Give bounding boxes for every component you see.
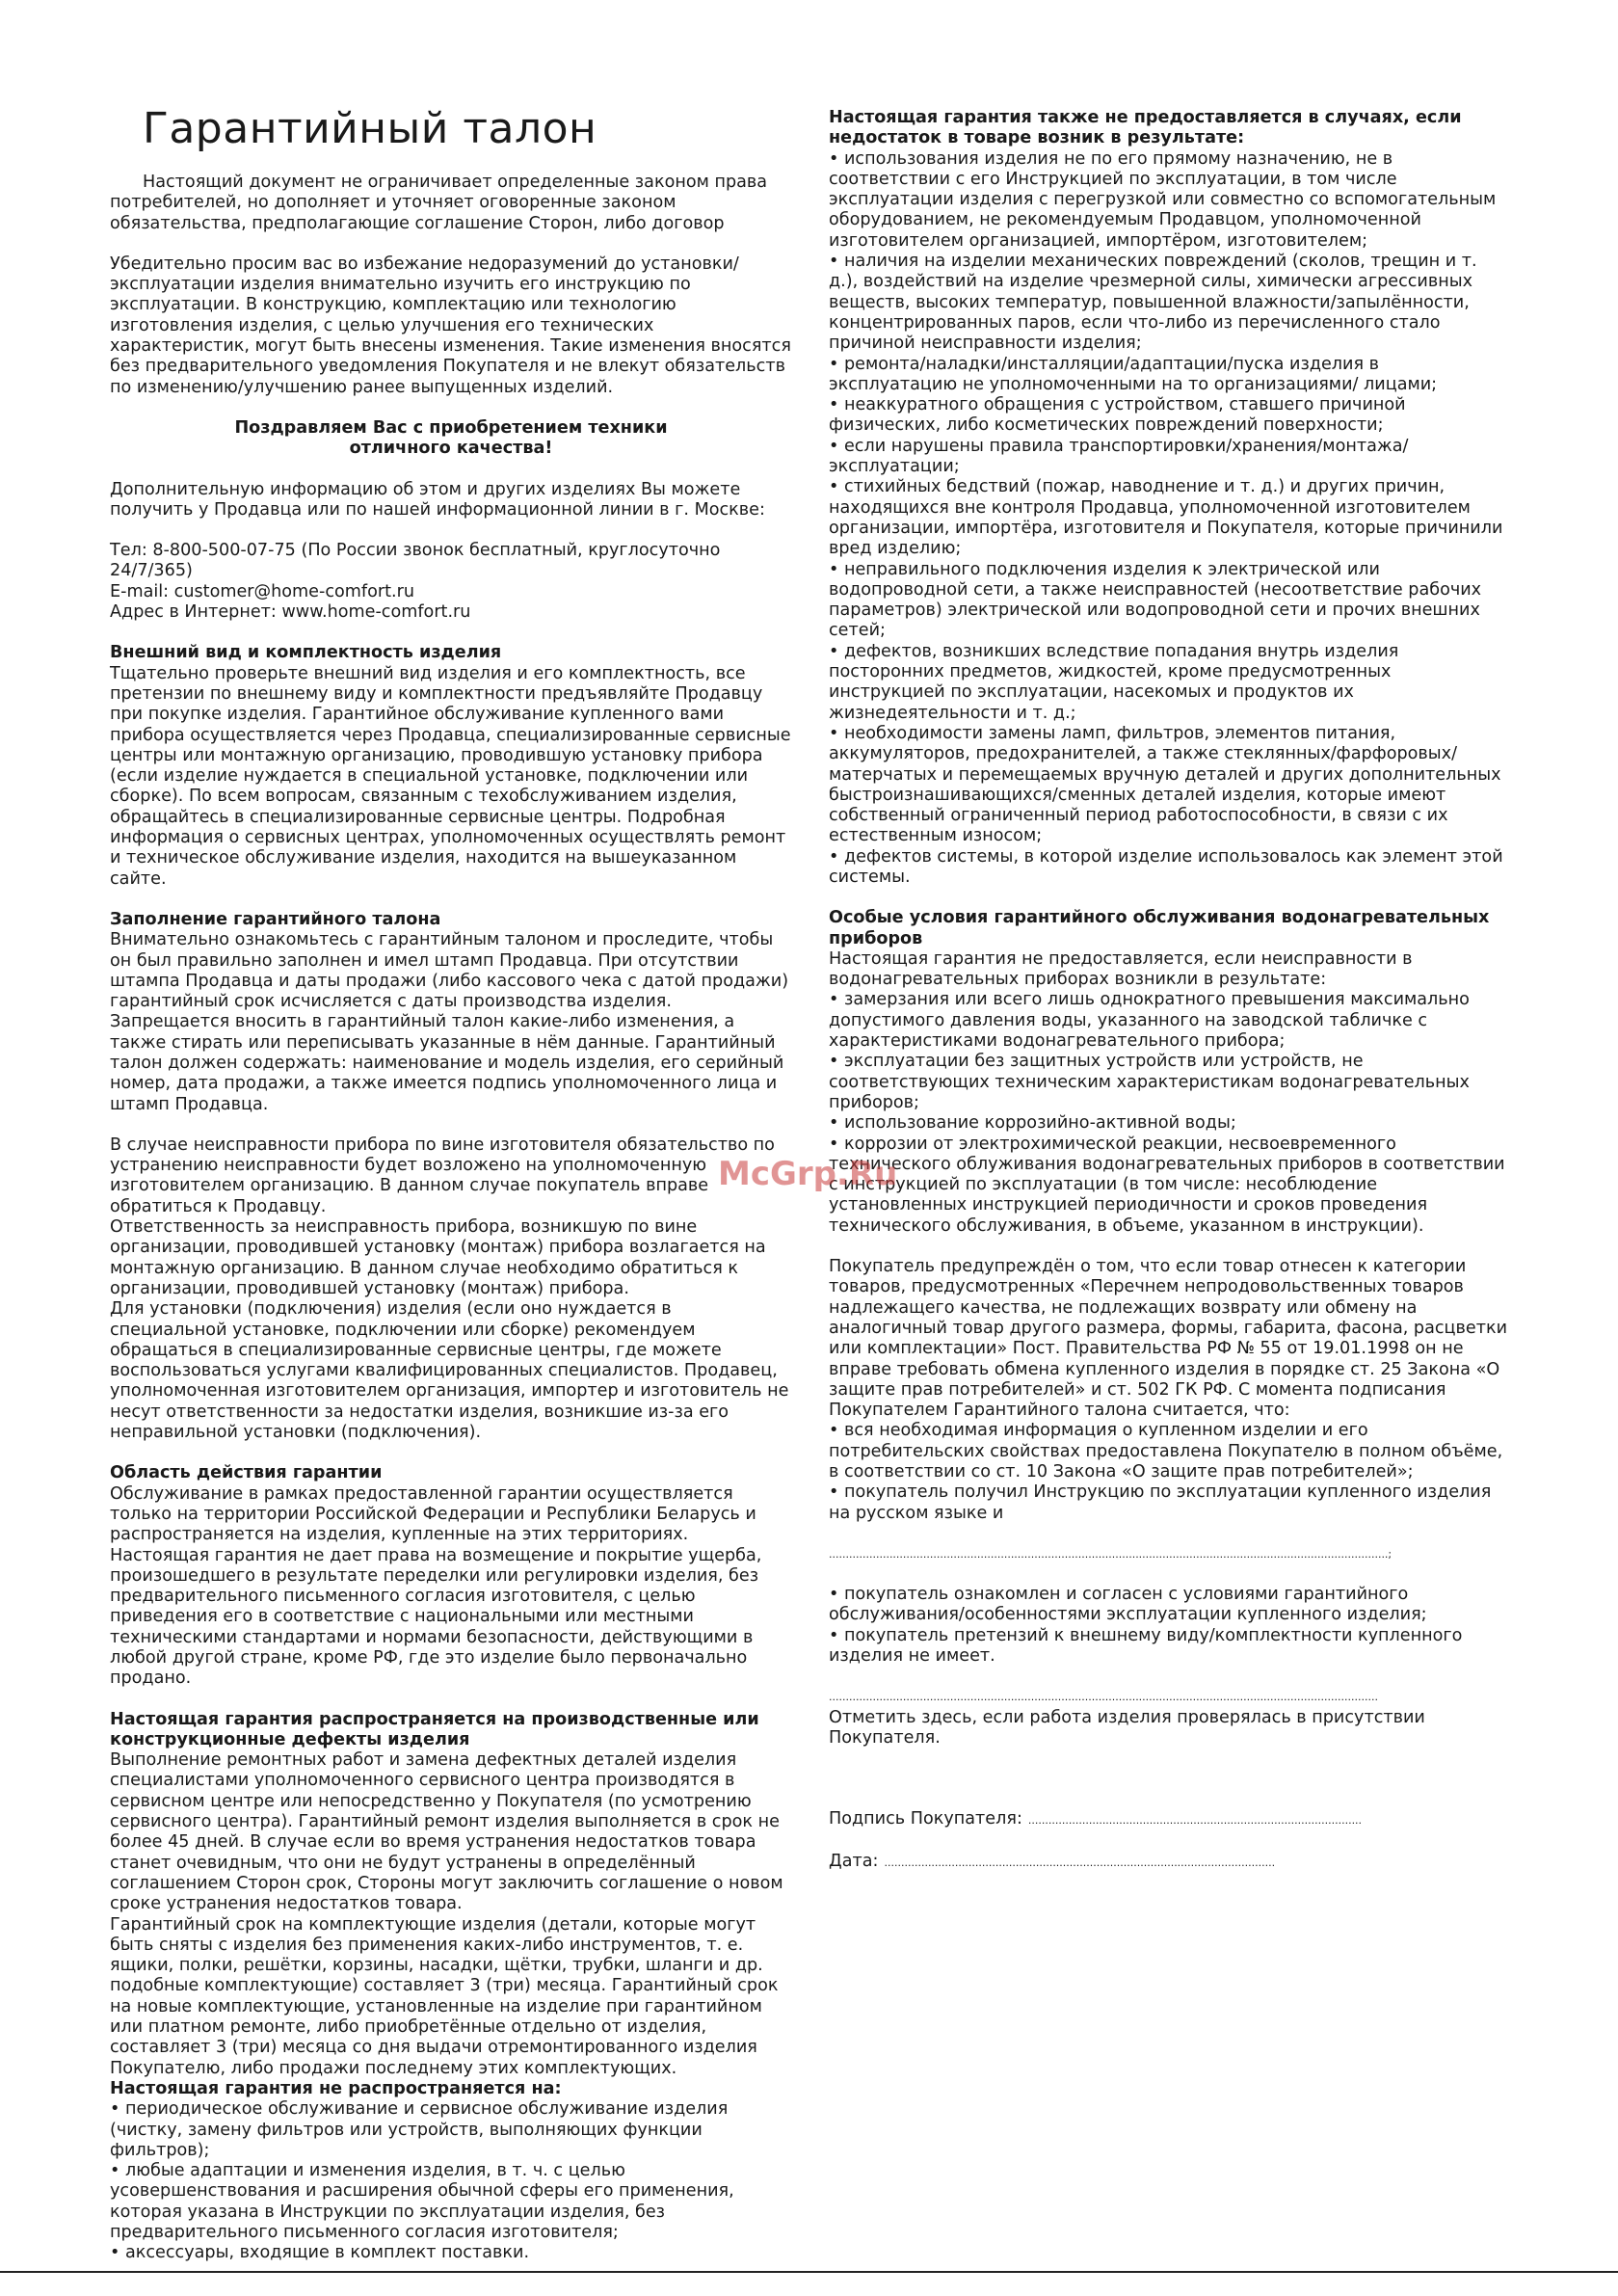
exclusion-item: • периодическое обслуживание и сервисное обслуживание изделия (чистку, замену фильтров или устройств, выполняющих функции фильтров); (110, 2099, 729, 2160)
water-heater-item: • замерзания или всего лишь однократного превышения максимально допустимого давления воды, указанного на заводской табличке с характеристиками водонагревательного прибора; (829, 990, 1470, 1052)
buyer-confirm-item: • покупатель претензий к внешнему виду/комплектности купленного изделия не имеет. (829, 1625, 1463, 1667)
left-column (110, 104, 792, 2264)
section-scope-heading: Область действия гарантии (110, 1463, 383, 1483)
buyer-warning-paragraph: Покупатель предупреждён о том, что если товар отнесен к категории товаров, предусмотренных «Перечнем непродовольственных товаров надлежащего качества, не подлежащих возврату или обмену на аналогичный товар другого размера, формы, габарита, фасона, расцветки или комплектации» Пост. Правительства РФ № 55 от 19.01.1998 он не вправе требовать обмена купленного изделия в порядке ст. 25 Закона «О защите прав потребителей» и ст. 502 ГК РФ. С момента подписания Покупателем Гарантийного талона считается, что: (829, 1257, 1508, 1421)
date-label: Дата: (829, 1851, 879, 1871)
water-heater-item: • использование коррозийно-активной воды; (829, 1113, 1236, 1134)
signature-field[interactable]: ................................................................................................... (1027, 1814, 1363, 1828)
date-field[interactable]: .................................................................................................................... (884, 1855, 1276, 1869)
section-defects-text-2: Гарантийный срок на комплектующие изделия (детали, которые могут быть сняты с изделия без применения каких-либо инструментов, т. е. ящики, полки, решётки, корзины, насадки, щётки, трубки, шланги и др. подобные комплектующие) составляет 3 (три) месяца. Гарантийный срок на новые комплектующие, установленные на изделие при гарантийном или платном ремонте, либо приобретённые отдельно от изделия, составляет 3 (три) месяца со дня выдачи отремонтированного изделия Покупателю, либо продажи последнему этих комплектующих. (110, 1914, 779, 2078)
not-covered-item: • дефектов системы, в которой изделие использовалось как элемент этой системы. (829, 846, 1503, 887)
instructions-paragraph: Убедительно просим вас во избежание недоразумений до установки/эксплуатации изделия внимательно изучить его инструкцию по эксплуатации. В конструкцию, комплектацию или технологию изготовления изделия, с целью улучшения его технических характеристик, могут быть внесены изменения. Такие изменения вносятся без предварительного уведомления Покупателя и не влекут обязательств по изменению/улучшению ранее выпущенных изделий. (110, 254, 791, 397)
section-water-heaters-intro: Настоящая гарантия не предоставляется, если неисправности в водонагревательных приборах возникли в результате: (829, 948, 1413, 990)
section-exclusions-heading: Настоящая гарантия не распространяется на: (110, 2078, 562, 2098)
section-water-heaters-heading: Особые условия гарантийного обслуживания водонагревательных приборов (829, 908, 1490, 948)
section-defects-heading: Настоящая гарантия распространяется на производственные или конструкционные дефекты изделия (110, 1709, 759, 1749)
section-filling-heading: Заполнение гарантийного талона (110, 909, 441, 929)
right-column (829, 108, 1511, 1873)
congrats-line-1: Поздравляем Вас с приобретением техники (234, 417, 668, 438)
website-line: Адрес в Интернет: www.home-comfort.ru (110, 602, 471, 623)
buyer-confirm-item: • покупатель получил Инструкцию по эксплуатации купленного изделия на русском языке и (829, 1482, 1492, 1523)
exclusion-item: • аксессуары, входящие в комплект поставки. (110, 2243, 530, 2263)
section-scope-text-2: Настоящая гарантия не дает права на возмещение и покрытие ущерба, произошедшего в результате переделки или регулировки изделия, без предварительного письменного согласия изготовителя, с целью приведения его в соответствие с национальными или местными техническими стандартами и нормами безопасности, действующими в любой другой стране, кроме РФ, где это изделие было первоначально продано. (110, 1545, 762, 1689)
not-covered-item: • неправильного подключения изделия к электрической или водопроводной сети, а также неисправностей (несоответствие рабочих параметров) электрической или водопроводной сети и прочих внешних сетей; (829, 559, 1482, 641)
language-fill-line[interactable]: ......................................................................................................................................................................; (829, 1547, 1393, 1561)
not-covered-item: • ремонта/наладки/инсталляции/адаптации/пуска изделия в эксплуатацию не уполномоченными на то организациями/ лицами; (829, 354, 1438, 394)
not-covered-item: • наличия на изделии механических повреждений (сколов, трещин и т. д.), воздействий на изделие чрезмерной силы, химически агрессивных веществ, высоких температур, повышенной влажности/запылённости, концентрированных паров, если что-либо из перечисленного стало причиной неисправности изделия; (829, 252, 1477, 354)
section-filling-text-3: Ответственность за неисправность прибора, возникшую по вине организации, проводившей установку (монтаж) прибора возлагается на монтажную организацию. В данном случае необходимо обратиться к организации, проводившей установку (монтаж) прибора. (110, 1217, 766, 1298)
section-filling-text: Внимательно ознакомьтесь с гарантийным талоном и проследите, чтобы он был правильно заполнен и имел штамп Продавца. При отсутствии штампа Продавца и даты продажи (либо кассового чека с датой продажи) гарантийный срок исчисляется с даты производства изделия. Запрещается вносить в гарантийный талон какие-либо изменения, а также стирать или переписывать указанные в нём данные. Гарантийный талон должен содержать: наименование и модель изделия, его серийный номер, дата продажи, а также имеется подпись уполномоченного лица и штамп Продавца. (110, 930, 789, 1114)
buyer-confirm-item: • покупатель ознакомлен и согласен с условиями гарантийного обслуживания/особенностями эксплуатации купленного изделия; (829, 1585, 1427, 1625)
page-title: Гарантийный талон (143, 104, 597, 153)
section-filling-text-2: В случае неисправности прибора по вине изготовителя обязательство по устранению неисправности будет возложено на уполномоченную изготовителем организацию. В данном случае покупатель вправе обратиться к Продавцу. (110, 1135, 775, 1216)
section-defects-text: Выполнение ремонтных работ и замена дефектных деталей изделия специалистами уполномоченного сервисного центра производятся в сервисном центре или непосредственно у Покупателя (по усмотрению сервисного центра). Гарантийный ремонт изделия выполняется в срок не более 45 дней. В случае если во время устранения недостатков товара станет очевидным, что они не будут устранены в определённый соглашением Сторон срок, Стороны могут заключить соглашение о новом сроке устранения недостатков товара. (110, 1750, 783, 1914)
signature-row (829, 1809, 1511, 1830)
water-heater-item: • эксплуатации без защитных устройств или устройств, не соответствующих техническим характеристикам водонагревательных приборов; (829, 1052, 1470, 1112)
watermark-logo: McGrp.Ru (718, 1155, 898, 1193)
congrats-line-2: отличного качества! (349, 439, 553, 459)
not-covered-item: • если нарушены правила транспортировки/хранения/монтажа/эксплуатации; (829, 436, 1409, 477)
not-covered-item: • дефектов, возникших вследствие попадания внутрь изделия посторонних предметов, жидкостей, кроме предусмотренных инструкцией по эксплуатации, насекомых и продуктов их жизнедеятельности и т. д.; (829, 641, 1399, 723)
section-filling-text-4: Для установки (подключения) изделия (если оно нуждается в специальной установке, подключении или сборке) рекомендуем обращаться в специализированные сервисные центры, где можете воспользоваться услугами квалифицированных специалистов. Продавец, уполномоченная изготовителем организация, импортер и изготовитель не несут ответственности за недостатки изделия, возникшие из-за его неправильной установки (подключения). (110, 1299, 789, 1443)
section-not-covered-heading: Настоящая гарантия также не предоставляется в случаях, если недостаток в товаре возник в результате: (829, 108, 1462, 148)
water-heater-item: • коррозии от электрохимической реакции, несвоевременного технического облуживания водонагревательных приборов в соответствии с инструкцией по эксплуатации (в том числе: несоблюдение установленных инструкцией периодичности и сроков проведения технического обслуживания, в объеме, указанном в инструкции). (829, 1134, 1505, 1236)
phone-line: Тел: 8-800-500-07-75 (По России звонок бесплатный, круглосуточно 24/7/365) (110, 541, 721, 581)
not-covered-item: • неаккуратного обращения с устройством, ставшего причиной физических, либо косметических повреждений поверхности; (829, 395, 1406, 436)
exclusion-item: • любые адаптации и изменения изделия, в т. ч. с целью усовершенствования и расширения обычной сферы его применения, которая указана в Инструкции по эксплуатации изделия, без предварительного письменного согласия изготовителя; (110, 2161, 734, 2243)
section-appearance-text: Тщательно проверьте внешний вид изделия и его комплектность, все претензии по внешнему виду и комплектности предъявляйте Продавцу при покупке изделия. Гарантийное обслуживание купленного вами прибора осуществляется через Продавца, специализированные сервисные центры или монтажную организацию, проводившую установку прибора (если изделие нуждается в специальной установке, подключении или сборке). По всем вопросам, связанным с техобслуживанием изделия, обращайтесь в специализированные сервисные центры. Подробная информация о сервисных центрах, уполномоченных осуществлять ремонт и техническое обслуживание изделия, находится на вышеуказанном сайте. (110, 663, 791, 889)
date-row (829, 1852, 1511, 1873)
not-covered-item: • использования изделия не по его прямому назначению, не в соответствии с его Инструкцией по эксплуатации, в том числе эксплуатации изделия с перегрузкой или совместно со вспомогательным оборудованием, не рекомендуемым Продавцом, уполномоченной изготовителем организацией, импортёром, изготовителем; (829, 148, 1497, 251)
check-mark-caption: Отметить здесь, если работа изделия проверялась в присутствии Покупателя. (829, 1707, 1425, 1748)
info-paragraph: Дополнительную информацию об этом и других изделиях Вы можете получить у Продавца или по нашей информационной линии в г. Москве: (110, 479, 765, 520)
section-appearance-heading: Внешний вид и комплектность изделия (110, 643, 502, 663)
not-covered-item: • необходимости замены ламп, фильтров, элементов питания, аккумуляторов, предохранителей, а также стеклянных/фарфоровых/матерчатых и перемещаемых вручную деталей и других дополнительных быстроизнашивающихся/сменных деталей изделия, которые имеют собственный ограниченный период работоспособности, в связи с их естественным износом; (829, 723, 1501, 846)
email-line: E-mail: customer@home-comfort.ru (110, 581, 414, 601)
section-scope-text: Обслуживание в рамках предоставленной гарантии осуществляется только на территории Российской Федерации и Республики Беларусь и распространяется на изделия, купленные на этих территориях. (110, 1483, 756, 1545)
bottom-divider (0, 2271, 1618, 2273)
signature-label: Подпись Покупателя: (829, 1809, 1022, 1829)
intro-paragraph: Настоящий документ не ограничивает определенные законом права потребителей, но дополняет и уточняет оговоренные законом обязательства, предполагающие соглашение Сторон, либо договор (110, 173, 768, 233)
not-covered-item: • стихийных бедствий (пожар, наводнение и т. д.) и других причин, находящихся вне контроля Продавца, уполномоченной изготовителем организации, импортёра, изготовителя и Покупателя, которые причинили вред изделию; (829, 477, 1503, 559)
buyer-confirm-item: • вся необходимая информация о купленном изделии и его потребительских свойствах предоставлена Покупателю в полном объёме, в соответствии со ст. 10 Закона «О защите прав потребителей»; (829, 1421, 1503, 1482)
check-mark-line[interactable]: ................................................................................................................................................................... (829, 1691, 1378, 1704)
